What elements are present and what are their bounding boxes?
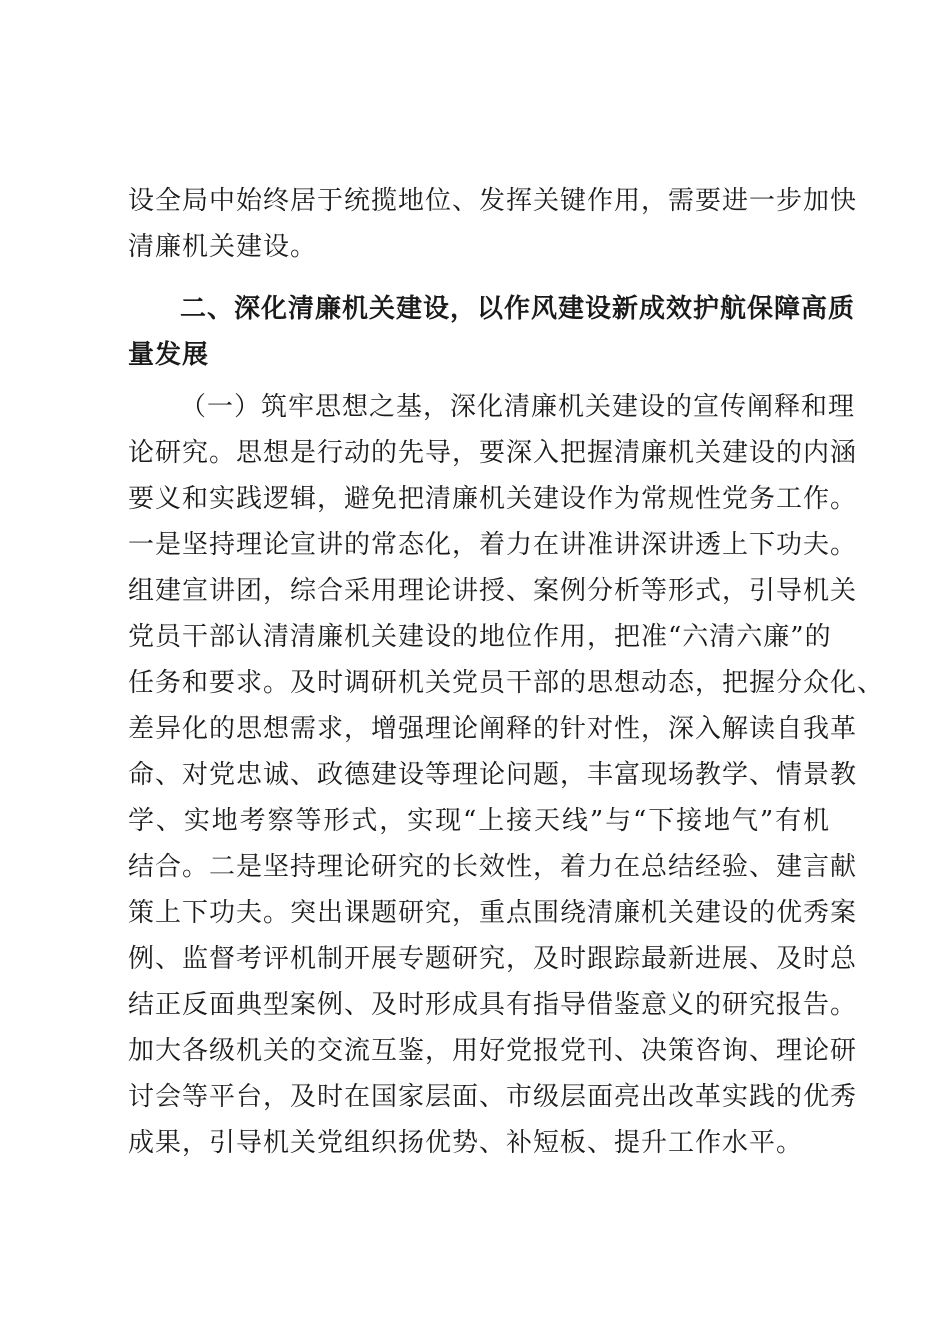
text-line: 例、监督考评机制开展专题研究，及时跟踪最新进展、及时总	[128, 944, 858, 974]
document-page	[128, 178, 885, 1166]
text-line: 结合。二是坚持理论研究的长效性，着力在总结经验、建言献	[128, 852, 858, 882]
text-line: 成果，引导机关党组织扬优势、补短板、提升工作水平。	[128, 1128, 804, 1158]
text-line: 设全局中始终居于统揽地位、发挥关键作用，需要进一步加快	[128, 186, 858, 216]
text-line: 命、对党忠诚、政德建设等理论问题，丰富现场教学、情景教	[128, 760, 858, 790]
text-line: 一是坚持理论宣讲的常态化，着力在讲准讲深讲透上下功夫。	[128, 530, 858, 560]
text-line: 结正反面典型案例、及时形成具有指导借鉴意义的研究报告。	[128, 990, 858, 1020]
heading-line: 量发展	[128, 340, 210, 370]
text-line: 党员干部认清清廉机关建设的地位作用，把准“六清六廉”的	[128, 622, 832, 652]
intro-paragraph	[128, 178, 858, 270]
section-heading	[128, 286, 856, 378]
text-line: 要义和实践逻辑，避免把清廉机关建设作为常规性党务工作。	[128, 484, 858, 514]
text-line: 差异化的思想需求，增强理论阐释的针对性，深入解读自我革	[128, 714, 858, 744]
text-line: 论研究。思想是行动的先导，要深入把握清廉机关建设的内涵	[128, 438, 858, 468]
text-line: 策上下功夫。突出课题研究，重点围绕清廉机关建设的优秀案	[128, 898, 858, 928]
heading-line: 二、深化清廉机关建设，以作风建设新成效护航保障高质	[180, 294, 856, 324]
body-paragraph	[128, 384, 885, 1166]
text-line: 加大各级机关的交流互鉴，用好党报党刊、决策咨询、理论研	[128, 1036, 858, 1066]
text-line: 任务和要求。及时调研机关党员干部的思想动态，把握分众化、	[128, 668, 885, 698]
text-line: 清廉机关建设。	[128, 232, 318, 262]
text-line: 组建宣讲团，综合采用理论讲授、案例分析等形式，引导机关	[128, 576, 858, 606]
text-line: 讨会等平台，及时在国家层面、市级层面亮出改革实践的优秀	[128, 1082, 858, 1112]
text-line: （一）筑牢思想之基，深化清廉机关建设的宣传阐释和理	[180, 392, 856, 422]
text-line: 学、实地考察等形式，实现“上接天线”与“下接地气”有机	[128, 806, 830, 836]
